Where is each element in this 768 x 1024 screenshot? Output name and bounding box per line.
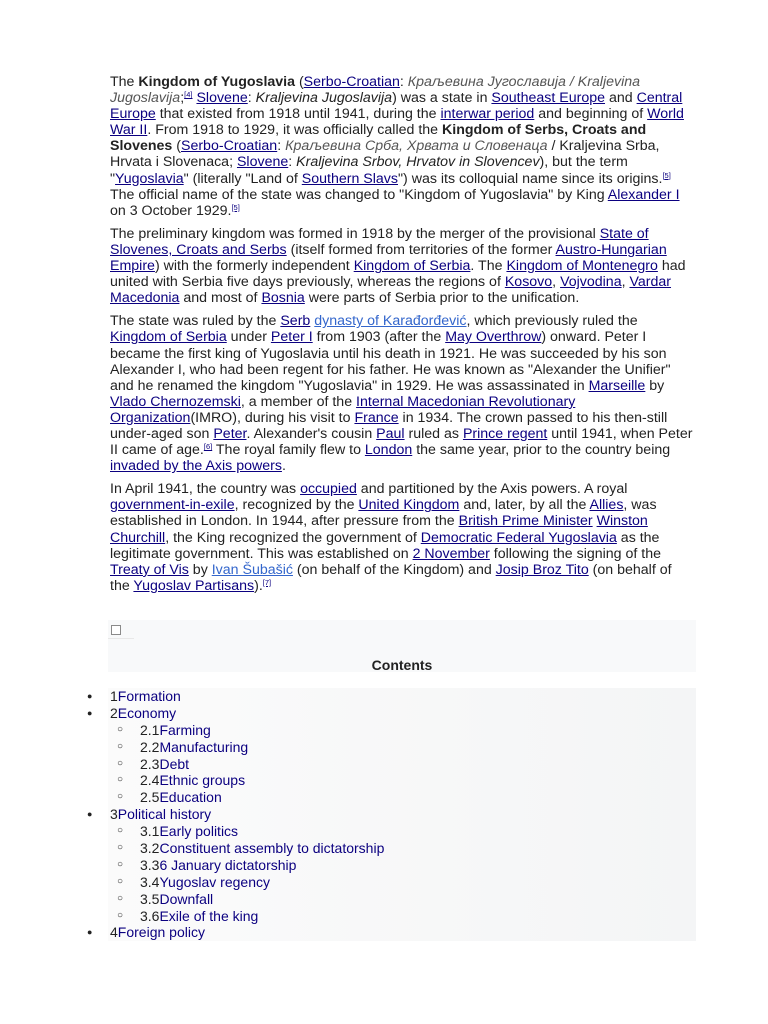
link-paul[interactable]: Paul	[376, 425, 405, 442]
text: , the King recognized the government of	[165, 529, 421, 546]
bullet-circle-icon: ○	[117, 875, 124, 887]
toc-link[interactable]: Foreign policy	[117, 924, 205, 941]
link-kingdom-of-montenegro[interactable]: Kingdom of Montenegro	[506, 258, 658, 275]
text: by	[188, 561, 212, 578]
slovene-name: Kraljevina Srbov, Hrvatov in Slovencev	[296, 154, 540, 171]
article-body	[110, 74, 694, 601]
text: , recognized by the	[234, 497, 359, 514]
text: . Alexander's cousin	[246, 425, 377, 442]
text: and most of	[179, 290, 262, 307]
link-dynasty-karadjordjevic[interactable]: dynasty of Karađorđević	[314, 313, 467, 330]
toc-item[interactable]	[84, 705, 696, 722]
link-may-overthrow[interactable]: May Overthrow	[445, 329, 542, 346]
text: (on behalf of the Kingdom) and	[292, 561, 496, 578]
text: :	[288, 154, 297, 171]
toc-link[interactable]: Constituent assembly to dictatorship	[159, 840, 385, 857]
toc-item[interactable]	[84, 806, 696, 823]
text: The state was ruled by the	[110, 313, 281, 330]
text: from 1903 (after the	[312, 329, 446, 346]
bold-term: Kingdom of Serbs, Croats and Slovenes	[110, 122, 647, 155]
text: , which previously ruled the	[466, 313, 638, 330]
toc-number: 1	[110, 688, 118, 704]
link-kosovo[interactable]: Kosovo	[504, 274, 553, 291]
text: and	[605, 90, 637, 107]
toc-row-background	[108, 688, 696, 705]
link-peter[interactable]: Peter	[213, 425, 247, 442]
text: ), but the term "	[110, 154, 628, 187]
toc-link[interactable]: Formation	[117, 688, 181, 704]
link-serb[interactable]: Serb	[280, 313, 311, 330]
text: (	[172, 138, 181, 155]
toc-number: 3.1	[140, 823, 160, 840]
toc-title: Contents	[371, 657, 433, 673]
text: and partitioned by the Axis powers. A royal	[356, 481, 628, 498]
text: (	[295, 74, 304, 90]
toc-link[interactable]: Yugoslav regency	[159, 873, 270, 890]
toc-link[interactable]: Early politics	[159, 823, 239, 840]
text: as the legitimate government. This was established on	[110, 529, 660, 562]
text: ") was its colloquial name since its origins.	[398, 170, 663, 187]
bullet-circle-icon: ○	[117, 909, 124, 921]
toc-row-background	[108, 705, 696, 722]
toc-item[interactable]	[84, 874, 696, 891]
bold-term: Kingdom of Yugoslavia	[138, 74, 295, 90]
link-slovene[interactable]: Slovene	[196, 90, 248, 107]
toc-item[interactable]	[84, 722, 696, 739]
paragraph-occupation	[110, 481, 694, 594]
text: that existed from 1918 until 1941, during the	[155, 106, 441, 123]
toc-item[interactable]	[84, 891, 696, 908]
text: In April 1941, the country was	[110, 481, 301, 498]
text: .	[281, 458, 286, 475]
text: ;	[180, 90, 185, 107]
text: ) onward. Peter I became the first king of Yugoslavia until his death in 1921. He was succeeded by his son Alexander I, who had been regent for his father. He was known as "Alexander the Unifier" and he renamed the kingdom "Yugoslavia" in 1929. He was assassinated in	[110, 329, 671, 394]
link-british-prime-minister[interactable]: British Prime Minister	[458, 513, 593, 530]
toc-number: 2.2	[140, 738, 160, 755]
toc-item[interactable]	[84, 688, 696, 705]
toc-item[interactable]	[84, 789, 696, 806]
text: The preliminary kingdom was formed in 1918 by the merger of the provisional	[110, 225, 600, 242]
text: " (literally "Land of	[183, 170, 302, 187]
text: were parts of Serbia prior to the unification.	[304, 290, 580, 307]
text: ruled as	[404, 425, 463, 442]
text: . From 1918 to 1929, it was officially called the	[147, 122, 442, 139]
slovene-name: Kraljevina Jugoslavija	[255, 90, 393, 107]
toc-link[interactable]: Ethnic groups	[159, 772, 246, 789]
toc-number: 4	[110, 924, 118, 941]
link-occupied[interactable]: occupied	[300, 481, 357, 498]
link-prince-regent[interactable]: Prince regent	[462, 425, 548, 442]
toc-number: 2.4	[140, 772, 160, 789]
link-state-of-scs[interactable]: State of Slovenes, Croats and Serbs	[110, 225, 649, 258]
toc-number: 2.1	[140, 721, 160, 738]
bullet-circle-icon: ○	[117, 740, 124, 752]
text: on 3 October 1929.	[110, 202, 232, 219]
table-of-contents	[87, 620, 696, 941]
bullet-disc-icon: ●	[87, 809, 93, 820]
bullet-disc-icon: ●	[87, 707, 93, 718]
link-government-in-exile[interactable]: government-in-exile	[110, 497, 235, 514]
text: . The	[470, 258, 507, 275]
link-josip-broz-tito[interactable]: Josip Broz Tito	[495, 561, 589, 578]
text: the same year, prior to the country being	[412, 442, 671, 459]
toc-number: 2.3	[140, 755, 160, 772]
toc-link[interactable]: Economy	[117, 704, 177, 721]
link-kingdom-of-serbia[interactable]: Kingdom of Serbia	[353, 258, 471, 275]
link-london[interactable]: London	[364, 442, 413, 459]
text: ,	[621, 274, 630, 291]
text: ).	[254, 577, 263, 594]
text: ) with the formerly independent	[154, 258, 354, 275]
link-2-november[interactable]: 2 November	[412, 545, 490, 562]
toc-number: 3.2	[140, 840, 160, 857]
text: :	[277, 138, 286, 155]
reference-link[interactable]: [6]	[203, 442, 213, 452]
toc-item[interactable]	[84, 924, 696, 941]
text: under	[226, 329, 271, 346]
bullet-disc-icon: ●	[87, 927, 93, 938]
text: , was established in London. In 1944, after pressure from the	[110, 497, 657, 530]
toc-number: 3.4	[140, 873, 160, 890]
link-treaty-of-vis[interactable]: Treaty of Vis	[110, 561, 189, 578]
text: The official name of the state was changed to "Kingdom of Yugoslavia" by King	[110, 186, 608, 203]
toc-toggle-checkbox[interactable]	[111, 625, 121, 635]
link-vlado-chernozemski[interactable]: Vlado Chernozemski	[110, 393, 241, 410]
text: (IMRO), during his visit to	[190, 409, 355, 426]
link-southern-slavs[interactable]: Southern Slavs	[301, 170, 398, 187]
text: The royal family flew to	[212, 442, 365, 459]
toc-item[interactable]	[84, 823, 696, 840]
toc-number: 2.5	[140, 789, 160, 806]
link-peter-i[interactable]: Peter I	[270, 329, 313, 346]
toc-link[interactable]: Exile of the king	[159, 907, 259, 924]
link-democratic-federal-yugoslavia[interactable]: Democratic Federal Yugoslavia	[420, 529, 617, 546]
text: following the signing of the	[489, 545, 662, 562]
toc-link[interactable]: Manufacturing	[159, 738, 249, 755]
paragraph-formation	[110, 226, 694, 306]
link-vardar-macedonia[interactable]: Vardar Macedonia	[110, 274, 672, 307]
text: and beginning of	[534, 106, 648, 123]
cyrillic-name: Краљевина Југославија /	[407, 74, 578, 90]
link-invaded-by-axis[interactable]: invaded by the Axis powers	[110, 458, 282, 475]
link-world-war-ii[interactable]: World War II	[110, 106, 684, 139]
text: (itself formed from territories of the former	[286, 241, 556, 258]
text: in 1934. The crown passed to his then-still under-aged son	[110, 409, 668, 442]
text: had united with Serbia five days previously, whereas the regions of	[110, 258, 686, 291]
reference-link[interactable]: [4]	[184, 90, 193, 100]
link-yugoslav-partisans[interactable]: Yugoslav Partisans	[133, 577, 255, 594]
toc-link[interactable]: Downfall	[159, 890, 214, 907]
text: ,	[552, 274, 561, 291]
link-alexander-i[interactable]: Alexander I	[607, 186, 680, 203]
toc-list	[84, 688, 696, 941]
bullet-circle-icon: ○	[117, 757, 124, 769]
divider	[108, 638, 134, 639]
toc-link[interactable]: Debt	[159, 755, 190, 772]
toc-number: 3.5	[140, 890, 160, 907]
bullet-circle-icon: ○	[117, 825, 124, 837]
link-slovene[interactable]: Slovene	[236, 154, 289, 171]
toc-item[interactable]	[84, 857, 696, 874]
link-yugoslavia[interactable]: Yugoslavia	[115, 170, 184, 187]
text: The	[110, 74, 139, 90]
toc-link[interactable]: Education	[159, 789, 222, 806]
link-austro-hungarian-empire[interactable]: Austro-Hungarian Empire	[110, 241, 667, 275]
reference-link[interactable]: [5]	[231, 202, 240, 212]
toc-item[interactable]	[84, 756, 696, 773]
text: , a member of the	[240, 393, 357, 410]
bullet-circle-icon: ○	[117, 858, 124, 870]
paragraph-dynasty	[110, 313, 694, 474]
toc-header	[108, 620, 696, 672]
link-serbo-croatian[interactable]: Serbo-Croatian	[180, 138, 278, 155]
link-serbo-croatian[interactable]: Serbo-Croatian	[303, 74, 400, 90]
toc-link[interactable]: Political history	[117, 806, 212, 823]
toc-item[interactable]	[84, 908, 696, 925]
bullet-circle-icon: ○	[117, 723, 124, 735]
bullet-circle-icon: ○	[117, 892, 124, 904]
toc-link[interactable]: 6 January dictatorship	[159, 856, 297, 873]
toc-number: 3.6	[140, 907, 160, 924]
link-interwar-period[interactable]: interwar period	[440, 106, 535, 123]
link-allies[interactable]: Allies	[589, 497, 624, 514]
toc-number: 3	[110, 806, 118, 823]
bullet-circle-icon: ○	[117, 842, 124, 854]
toc-item[interactable]	[84, 840, 696, 857]
link-marseille[interactable]: Marseille	[588, 377, 646, 394]
text: and, later, by all the	[459, 497, 590, 514]
link-southeast-europe[interactable]: Southeast Europe	[491, 90, 606, 107]
text: (on behalf of the	[110, 561, 672, 594]
bullet-circle-icon: ○	[117, 774, 124, 786]
bullet-disc-icon: ●	[87, 691, 93, 701]
link-france[interactable]: France	[354, 409, 399, 426]
text: :	[399, 74, 408, 90]
link-vojvodina[interactable]: Vojvodina	[560, 274, 622, 291]
link-united-kingdom[interactable]: United Kingdom	[358, 497, 460, 514]
link-winston-churchill[interactable]: Winston Churchill	[110, 513, 648, 546]
latin-name: Kraljevina Jugoslavija	[110, 74, 641, 107]
toc-link[interactable]: Farming	[159, 721, 211, 738]
text: :	[247, 90, 256, 107]
link-bosnia[interactable]: Bosnia	[261, 290, 305, 307]
reference-link[interactable]: [7]	[262, 577, 272, 587]
toc-item[interactable]	[84, 772, 696, 789]
toc-row-background	[108, 756, 696, 773]
reference-link[interactable]: [5]	[662, 170, 671, 180]
paragraph-intro	[110, 74, 694, 219]
toc-item[interactable]	[84, 739, 696, 756]
text: by	[645, 377, 665, 394]
text: / Kraljevina Srba, Hrvata i Slovenaca;	[110, 138, 660, 171]
toc-number: 3.3	[140, 856, 160, 873]
toc-number: 2	[110, 704, 118, 721]
bullet-circle-icon: ○	[117, 791, 124, 803]
cyrillic-name: Краљевина Срба, Хрвата и Словенаца	[285, 138, 548, 155]
text: until 1941, when Peter II came of age.	[110, 425, 693, 459]
link-central-europe[interactable]: Central Europe	[110, 90, 683, 123]
link-kingdom-of-serbia[interactable]: Kingdom of Serbia	[110, 329, 227, 346]
link-ivan-subasic[interactable]: Ivan Šubašić	[211, 561, 293, 578]
text: ) was a state in	[392, 90, 492, 107]
link-imro[interactable]: Internal Macedonian Revolutionary Organization	[110, 393, 576, 426]
